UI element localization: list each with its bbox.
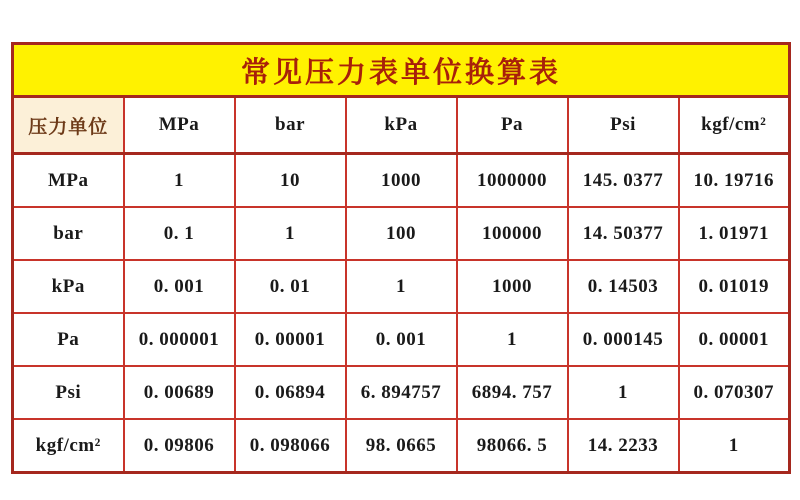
column-header-mpa: MPa [124, 97, 235, 154]
table-cell: 14. 2233 [568, 419, 679, 473]
table-cell: 6. 894757 [346, 366, 457, 419]
table-cell: 0. 001 [346, 313, 457, 366]
table-cell: 14. 50377 [568, 207, 679, 260]
table-cell: 10. 19716 [679, 154, 790, 208]
header-row [13, 97, 790, 154]
column-header-pa: Pa [457, 97, 568, 154]
table-cell: 10 [235, 154, 346, 208]
table-cell: 1000000 [457, 154, 568, 208]
table-cell: 0. 00001 [235, 313, 346, 366]
table-row-mpa [13, 154, 790, 208]
table-cell: 0. 070307 [679, 366, 790, 419]
table-cell: 100000 [457, 207, 568, 260]
table-cell: 6894. 757 [457, 366, 568, 419]
table-cell: 1 [124, 154, 235, 208]
page-title: 常见压力表单位换算表 [13, 44, 790, 97]
table-row-kgfcm2 [13, 419, 790, 473]
column-header-unit: 压力单位 [13, 97, 124, 154]
table-row-pa [13, 313, 790, 366]
table-cell: 0. 000145 [568, 313, 679, 366]
table-cell: 145. 0377 [568, 154, 679, 208]
table-row-bar [13, 207, 790, 260]
table-row-psi [13, 366, 790, 419]
row-label-kgfcm2: kgf/cm² [13, 419, 124, 473]
table-cell: 0. 01019 [679, 260, 790, 313]
pressure-conversion-table [11, 42, 791, 474]
column-header-psi: Psi [568, 97, 679, 154]
table-row-kpa [13, 260, 790, 313]
title-row [13, 44, 790, 97]
table-cell: 0. 14503 [568, 260, 679, 313]
table-cell: 0. 06894 [235, 366, 346, 419]
table-cell: 1 [679, 419, 790, 473]
table-cell: 0. 098066 [235, 419, 346, 473]
table-cell: 0. 1 [124, 207, 235, 260]
table-cell: 100 [346, 207, 457, 260]
column-header-kpa: kPa [346, 97, 457, 154]
table-cell: 1 [346, 260, 457, 313]
table-cell: 0. 09806 [124, 419, 235, 473]
table-cell: 0. 01 [235, 260, 346, 313]
table-cell: 98066. 5 [457, 419, 568, 473]
row-label-mpa: MPa [13, 154, 124, 208]
column-header-kgfcm2: kgf/cm² [679, 97, 790, 154]
table-cell: 0. 001 [124, 260, 235, 313]
table-cell: 1 [568, 366, 679, 419]
table-cell: 98. 0665 [346, 419, 457, 473]
row-label-kpa: kPa [13, 260, 124, 313]
table-cell: 1000 [457, 260, 568, 313]
table-cell: 0. 000001 [124, 313, 235, 366]
table-cell: 1 [457, 313, 568, 366]
table-cell: 1000 [346, 154, 457, 208]
row-label-pa: Pa [13, 313, 124, 366]
table-cell: 0. 00001 [679, 313, 790, 366]
row-label-psi: Psi [13, 366, 124, 419]
column-header-bar: bar [235, 97, 346, 154]
table-cell: 1. 01971 [679, 207, 790, 260]
table-cell: 1 [235, 207, 346, 260]
table-cell: 0. 00689 [124, 366, 235, 419]
row-label-bar: bar [13, 207, 124, 260]
